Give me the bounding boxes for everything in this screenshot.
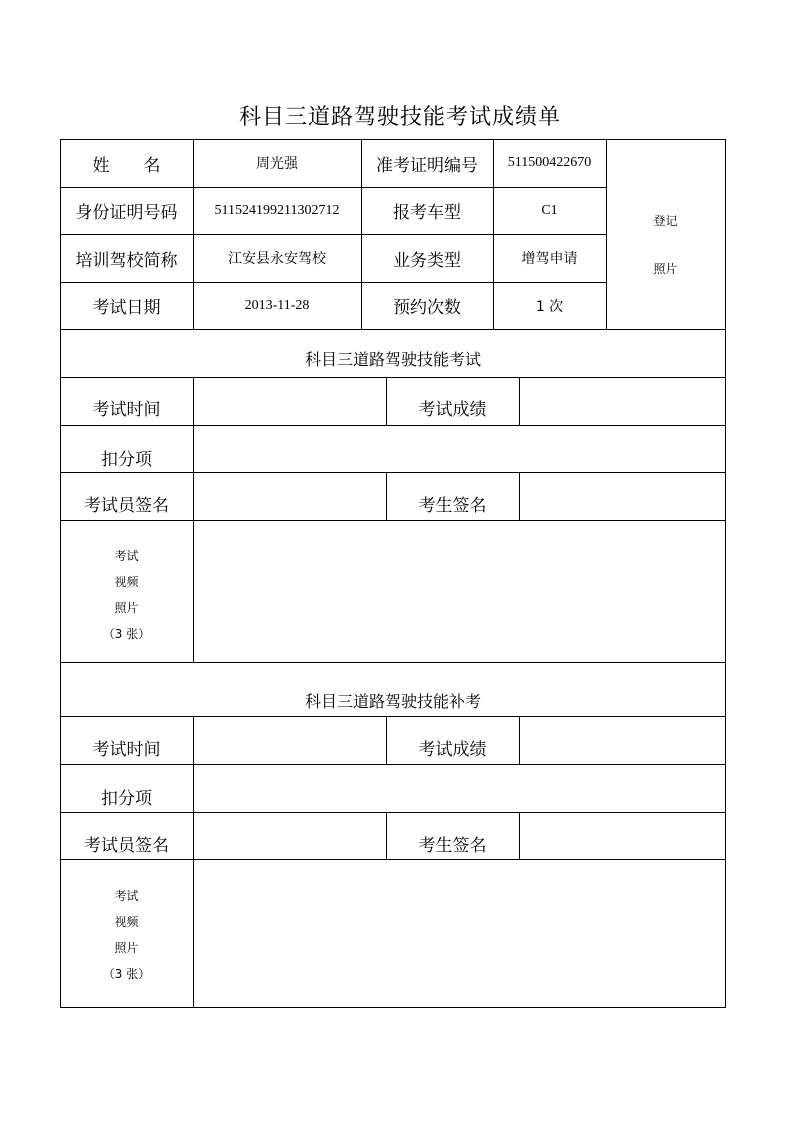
retake-photos-line3: 照片 (114, 941, 139, 955)
id-number-label: 身份证明号码 (75, 203, 178, 223)
cert-number-label: 准考证明编号 (376, 155, 478, 176)
retake-photos-line4: （3 张） (102, 967, 151, 981)
id-number-value: 511524199211302712 (214, 202, 340, 218)
exam-photos-line2: 视频 (114, 575, 139, 589)
exam-deduction-label: 扣分项 (101, 449, 152, 470)
retake-examiner-signature-label: 考试员签名 (84, 835, 169, 856)
photo-label-line1: 登记 (653, 213, 678, 228)
cert-number-value: 511500422670 (507, 155, 592, 170)
retake-score-label: 考试成绩 (418, 739, 487, 760)
retake-photos-line1: 考试 (114, 889, 139, 903)
photo-label-line2: 照片 (653, 261, 678, 276)
exam-photos-line1: 考试 (114, 549, 139, 563)
exam-time-label: 考试时间 (92, 399, 161, 420)
car-type-label: 报考车型 (393, 203, 461, 223)
appointment-count-label: 预约次数 (393, 298, 461, 318)
retake-section-title: 科目三道路驾驶技能补考 (304, 691, 481, 711)
retake-time-label: 考试时间 (92, 739, 161, 760)
name-label: 姓 名 (92, 155, 161, 176)
school-label: 培训驾校简称 (75, 250, 178, 271)
business-type-label: 业务类型 (393, 250, 461, 271)
exam-examiner-signature-label: 考试员签名 (84, 495, 169, 516)
exam-photos-line3: 照片 (114, 601, 139, 615)
exam-date-value: 2013-11-28 (244, 297, 310, 313)
exam-date-label: 考试日期 (92, 298, 161, 318)
retake-deduction-label: 扣分项 (101, 788, 152, 809)
school-value: 江安县永安驾校 (228, 251, 326, 267)
exam-video-photos-label (60, 540, 193, 650)
page-title: 科目三道路驾驶技能考试成绩单 (238, 105, 561, 130)
exam-section-title: 科目三道路驾驶技能考试 (304, 349, 481, 369)
retake-video-photos-label (60, 880, 193, 990)
exam-score-label: 考试成绩 (418, 399, 487, 420)
name-value: 周光强 (256, 156, 298, 172)
exam-photos-line4: （3 张） (102, 627, 151, 641)
business-type-value: 增驾申请 (521, 251, 578, 267)
appointment-count-value: 1 次 (535, 298, 564, 315)
retake-photos-line2: 视频 (114, 915, 139, 929)
retake-examinee-signature-label: 考生签名 (418, 835, 487, 856)
exam-examinee-signature-label: 考生签名 (418, 495, 487, 516)
car-type-value: C1 (541, 202, 558, 218)
